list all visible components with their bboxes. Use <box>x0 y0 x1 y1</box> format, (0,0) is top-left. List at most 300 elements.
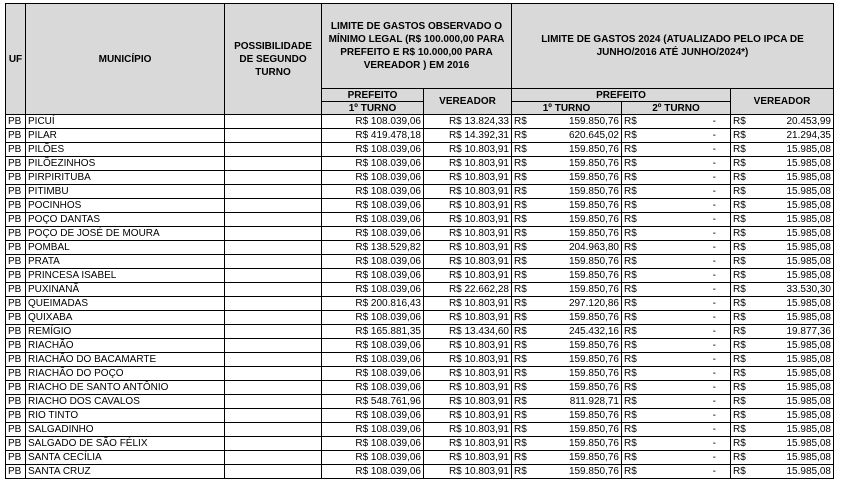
uf-cell: PB <box>6 381 26 395</box>
prefeito-1-turno-2024-cell: 159.850,76 <box>534 437 622 451</box>
vereador-2024-cell: 20.453,99 <box>753 115 834 129</box>
municipio-cell: RIACHÃO DO BACAMARTE <box>26 353 225 367</box>
prefeito-2016-cell: R$ 548.761,96 <box>322 395 424 409</box>
currency-cell: R$ <box>622 451 644 465</box>
prefeito-2016-cell: R$ 108.039,06 <box>322 451 424 465</box>
currency-cell: R$ <box>622 227 644 241</box>
uf-cell: PB <box>6 115 26 129</box>
spending-limits-table <box>5 3 834 479</box>
prefeito-2-turno-2024-cell: - <box>644 255 731 269</box>
currency-cell: R$ <box>731 199 753 213</box>
vereador-2016-cell: R$ 10.803,91 <box>424 381 512 395</box>
table-row <box>6 367 834 381</box>
header-uf: UF <box>6 4 26 115</box>
currency-cell: R$ <box>731 339 753 353</box>
segundo-turno-cell <box>225 395 322 409</box>
currency-cell: R$ <box>622 269 644 283</box>
header-1-turno-2016: 1º TURNO <box>322 102 424 115</box>
municipio-cell: QUIXABA <box>26 311 225 325</box>
vereador-2016-cell: R$ 10.803,91 <box>424 143 512 157</box>
currency-cell: R$ <box>731 437 753 451</box>
currency-cell: R$ <box>512 213 534 227</box>
currency-cell: R$ <box>731 325 753 339</box>
prefeito-2016-cell: R$ 108.039,06 <box>322 465 424 479</box>
prefeito-2016-cell: R$ 108.039,06 <box>322 157 424 171</box>
currency-cell: R$ <box>731 269 753 283</box>
table-row <box>6 311 834 325</box>
prefeito-2-turno-2024-cell: - <box>644 115 731 129</box>
table-row <box>6 255 834 269</box>
prefeito-1-turno-2024-cell: 159.850,76 <box>534 311 622 325</box>
prefeito-1-turno-2024-cell: 297.120,86 <box>534 297 622 311</box>
vereador-2024-cell: 15.985,08 <box>753 437 834 451</box>
vereador-2016-cell: R$ 10.803,91 <box>424 409 512 423</box>
vereador-2024-cell: 33.530,30 <box>753 283 834 297</box>
currency-cell: R$ <box>512 339 534 353</box>
prefeito-2016-cell: R$ 108.039,06 <box>322 339 424 353</box>
currency-cell: R$ <box>731 171 753 185</box>
vereador-2016-cell: R$ 10.803,91 <box>424 367 512 381</box>
header-prefeito-2016: PREFEITO <box>322 89 424 102</box>
uf-cell: PB <box>6 185 26 199</box>
table-row <box>6 297 834 311</box>
prefeito-1-turno-2024-cell: 159.850,76 <box>534 339 622 353</box>
table-row <box>6 451 834 465</box>
segundo-turno-cell <box>225 325 322 339</box>
table-row <box>6 269 834 283</box>
table-row <box>6 283 834 297</box>
currency-cell: R$ <box>622 381 644 395</box>
prefeito-2-turno-2024-cell: - <box>644 297 731 311</box>
segundo-turno-cell <box>225 409 322 423</box>
table-row <box>6 129 834 143</box>
table-row <box>6 171 834 185</box>
currency-cell: R$ <box>512 451 534 465</box>
prefeito-2-turno-2024-cell: - <box>644 339 731 353</box>
uf-cell: PB <box>6 213 26 227</box>
segundo-turno-cell <box>225 297 322 311</box>
header-segundo-turno: POSSIBILIDADE DE SEGUNDO TURNO <box>225 4 322 115</box>
vereador-2024-cell: 15.985,08 <box>753 353 834 367</box>
prefeito-2-turno-2024-cell: - <box>644 409 731 423</box>
prefeito-2016-cell: R$ 108.039,06 <box>322 409 424 423</box>
header-vereador-2016: VEREADOR <box>424 89 512 115</box>
table-row <box>6 143 834 157</box>
municipio-cell: POCINHOS <box>26 199 225 213</box>
prefeito-2016-cell: R$ 138.529,82 <box>322 241 424 255</box>
vereador-2024-cell: 15.985,08 <box>753 311 834 325</box>
currency-cell: R$ <box>512 423 534 437</box>
prefeito-2016-cell: R$ 108.039,06 <box>322 115 424 129</box>
vereador-2016-cell: R$ 22.662,28 <box>424 283 512 297</box>
vereador-2024-cell: 15.985,08 <box>753 213 834 227</box>
municipio-cell: SANTA CECÍLIA <box>26 451 225 465</box>
uf-cell: PB <box>6 297 26 311</box>
uf-cell: PB <box>6 465 26 479</box>
header-limite-2024: LIMITE DE GASTOS 2024 (ATUALIZADO PELO IPCA DE JUNHO/2016 ATÉ JUNHO/2024*) <box>512 4 834 89</box>
vereador-2024-cell: 15.985,08 <box>753 171 834 185</box>
uf-cell: PB <box>6 129 26 143</box>
currency-cell: R$ <box>512 185 534 199</box>
prefeito-2-turno-2024-cell: - <box>644 311 731 325</box>
currency-cell: R$ <box>512 129 534 143</box>
vereador-2016-cell: R$ 10.803,91 <box>424 157 512 171</box>
prefeito-2016-cell: R$ 108.039,06 <box>322 199 424 213</box>
prefeito-1-turno-2024-cell: 159.850,76 <box>534 381 622 395</box>
segundo-turno-cell <box>225 367 322 381</box>
currency-cell: R$ <box>512 241 534 255</box>
segundo-turno-cell <box>225 451 322 465</box>
currency-cell: R$ <box>622 199 644 213</box>
table-row <box>6 227 834 241</box>
currency-cell: R$ <box>731 213 753 227</box>
currency-cell: R$ <box>731 451 753 465</box>
prefeito-2-turno-2024-cell: - <box>644 241 731 255</box>
prefeito-1-turno-2024-cell: 245.432,16 <box>534 325 622 339</box>
currency-cell: R$ <box>622 115 644 129</box>
prefeito-2-turno-2024-cell: - <box>644 325 731 339</box>
prefeito-1-turno-2024-cell: 204.963,80 <box>534 241 622 255</box>
vereador-2016-cell: R$ 10.803,91 <box>424 353 512 367</box>
currency-cell: R$ <box>731 115 753 129</box>
currency-cell: R$ <box>731 395 753 409</box>
prefeito-1-turno-2024-cell: 159.850,76 <box>534 143 622 157</box>
prefeito-2-turno-2024-cell: - <box>644 353 731 367</box>
prefeito-2-turno-2024-cell: - <box>644 423 731 437</box>
prefeito-1-turno-2024-cell: 159.850,76 <box>534 465 622 479</box>
uf-cell: PB <box>6 423 26 437</box>
vereador-2024-cell: 15.985,08 <box>753 395 834 409</box>
prefeito-2016-cell: R$ 108.039,06 <box>322 171 424 185</box>
uf-cell: PB <box>6 409 26 423</box>
currency-cell: R$ <box>731 143 753 157</box>
table-body <box>6 115 834 479</box>
currency-cell: R$ <box>512 283 534 297</box>
prefeito-2-turno-2024-cell: - <box>644 129 731 143</box>
vereador-2024-cell: 15.985,08 <box>753 339 834 353</box>
currency-cell: R$ <box>731 157 753 171</box>
currency-cell: R$ <box>512 381 534 395</box>
vereador-2024-cell: 15.985,08 <box>753 409 834 423</box>
prefeito-2-turno-2024-cell: - <box>644 437 731 451</box>
prefeito-2-turno-2024-cell: - <box>644 199 731 213</box>
vereador-2016-cell: R$ 10.803,91 <box>424 297 512 311</box>
currency-cell: R$ <box>731 311 753 325</box>
currency-cell: R$ <box>622 311 644 325</box>
table-row <box>6 465 834 479</box>
segundo-turno-cell <box>225 213 322 227</box>
uf-cell: PB <box>6 353 26 367</box>
currency-cell: R$ <box>622 171 644 185</box>
vereador-2016-cell: R$ 14.392,31 <box>424 129 512 143</box>
vereador-2024-cell: 19.877,36 <box>753 325 834 339</box>
prefeito-2-turno-2024-cell: - <box>644 395 731 409</box>
vereador-2016-cell: R$ 10.803,91 <box>424 423 512 437</box>
currency-cell: R$ <box>622 437 644 451</box>
municipio-cell: RIACHÃO <box>26 339 225 353</box>
municipio-cell: PILAR <box>26 129 225 143</box>
uf-cell: PB <box>6 199 26 213</box>
uf-cell: PB <box>6 255 26 269</box>
vereador-2016-cell: R$ 10.803,91 <box>424 171 512 185</box>
currency-cell: R$ <box>512 367 534 381</box>
segundo-turno-cell <box>225 143 322 157</box>
prefeito-2016-cell: R$ 108.039,06 <box>322 311 424 325</box>
currency-cell: R$ <box>731 255 753 269</box>
currency-cell: R$ <box>731 465 753 479</box>
header-1-turno-2024: 1º TURNO <box>512 102 622 115</box>
municipio-cell: POMBAL <box>26 241 225 255</box>
uf-cell: PB <box>6 311 26 325</box>
municipio-cell: PICUÍ <box>26 115 225 129</box>
prefeito-2-turno-2024-cell: - <box>644 185 731 199</box>
table-row <box>6 353 834 367</box>
table-row <box>6 395 834 409</box>
vereador-2016-cell: R$ 10.803,91 <box>424 241 512 255</box>
vereador-2016-cell: R$ 10.803,91 <box>424 269 512 283</box>
prefeito-2016-cell: R$ 108.039,06 <box>322 423 424 437</box>
prefeito-2016-cell: R$ 108.039,06 <box>322 255 424 269</box>
vereador-2024-cell: 15.985,08 <box>753 185 834 199</box>
vereador-2016-cell: R$ 10.803,91 <box>424 339 512 353</box>
currency-cell: R$ <box>622 367 644 381</box>
vereador-2024-cell: 15.985,08 <box>753 241 834 255</box>
segundo-turno-cell <box>225 437 322 451</box>
currency-cell: R$ <box>622 297 644 311</box>
prefeito-2-turno-2024-cell: - <box>644 227 731 241</box>
municipio-cell: RIACHO DOS CAVALOS <box>26 395 225 409</box>
prefeito-1-turno-2024-cell: 159.850,76 <box>534 269 622 283</box>
currency-cell: R$ <box>512 437 534 451</box>
uf-cell: PB <box>6 451 26 465</box>
segundo-turno-cell <box>225 171 322 185</box>
header-limite-2016: LIMITE DE GASTOS OBSERVADO O MÍNIMO LEGAL (R$ 100.000,00 PARA PREFEITO E R$ 10.000,00 PARA VEREADOR ) EM 2016 <box>322 4 512 89</box>
prefeito-2016-cell: R$ 200.816,43 <box>322 297 424 311</box>
segundo-turno-cell <box>225 199 322 213</box>
uf-cell: PB <box>6 143 26 157</box>
header-vereador-2024: VEREADOR <box>731 89 834 115</box>
currency-cell: R$ <box>622 339 644 353</box>
segundo-turno-cell <box>225 269 322 283</box>
currency-cell: R$ <box>512 297 534 311</box>
segundo-turno-cell <box>225 227 322 241</box>
currency-cell: R$ <box>622 325 644 339</box>
table-row <box>6 423 834 437</box>
currency-cell: R$ <box>512 143 534 157</box>
currency-cell: R$ <box>622 395 644 409</box>
prefeito-2016-cell: R$ 419.478,18 <box>322 129 424 143</box>
uf-cell: PB <box>6 395 26 409</box>
prefeito-1-turno-2024-cell: 159.850,76 <box>534 423 622 437</box>
prefeito-2-turno-2024-cell: - <box>644 171 731 185</box>
currency-cell: R$ <box>731 227 753 241</box>
prefeito-2016-cell: R$ 108.039,06 <box>322 143 424 157</box>
vereador-2024-cell: 21.294,35 <box>753 129 834 143</box>
currency-cell: R$ <box>731 283 753 297</box>
currency-cell: R$ <box>512 115 534 129</box>
prefeito-2-turno-2024-cell: - <box>644 213 731 227</box>
currency-cell: R$ <box>731 353 753 367</box>
currency-cell: R$ <box>512 255 534 269</box>
vereador-2016-cell: R$ 10.803,91 <box>424 451 512 465</box>
prefeito-1-turno-2024-cell: 159.850,76 <box>534 157 622 171</box>
vereador-2024-cell: 15.985,08 <box>753 269 834 283</box>
prefeito-2-turno-2024-cell: - <box>644 269 731 283</box>
vereador-2016-cell: R$ 10.803,91 <box>424 311 512 325</box>
uf-cell: PB <box>6 283 26 297</box>
prefeito-2016-cell: R$ 108.039,06 <box>322 269 424 283</box>
table-row <box>6 339 834 353</box>
currency-cell: R$ <box>622 409 644 423</box>
municipio-cell: PIRPIRITUBA <box>26 171 225 185</box>
currency-cell: R$ <box>512 171 534 185</box>
currency-cell: R$ <box>512 157 534 171</box>
prefeito-1-turno-2024-cell: 159.850,76 <box>534 171 622 185</box>
currency-cell: R$ <box>622 423 644 437</box>
currency-cell: R$ <box>622 255 644 269</box>
municipio-cell: RIACHO DE SANTO ANTÔNIO <box>26 381 225 395</box>
vereador-2016-cell: R$ 10.803,91 <box>424 255 512 269</box>
municipio-cell: PITIMBU <box>26 185 225 199</box>
vereador-2016-cell: R$ 10.803,91 <box>424 395 512 409</box>
municipio-cell: POÇO DE JOSÉ DE MOURA <box>26 227 225 241</box>
municipio-cell: RIACHÃO DO POÇO <box>26 367 225 381</box>
prefeito-2016-cell: R$ 108.039,06 <box>322 353 424 367</box>
prefeito-2-turno-2024-cell: - <box>644 143 731 157</box>
currency-cell: R$ <box>622 185 644 199</box>
currency-cell: R$ <box>622 353 644 367</box>
vereador-2016-cell: R$ 13.434,60 <box>424 325 512 339</box>
segundo-turno-cell <box>225 283 322 297</box>
prefeito-1-turno-2024-cell: 159.850,76 <box>534 185 622 199</box>
uf-cell: PB <box>6 367 26 381</box>
prefeito-2016-cell: R$ 108.039,06 <box>322 283 424 297</box>
currency-cell: R$ <box>622 157 644 171</box>
vereador-2024-cell: 15.985,08 <box>753 157 834 171</box>
segundo-turno-cell <box>225 311 322 325</box>
table-row <box>6 199 834 213</box>
prefeito-2-turno-2024-cell: - <box>644 157 731 171</box>
currency-cell: R$ <box>622 465 644 479</box>
currency-cell: R$ <box>731 129 753 143</box>
prefeito-1-turno-2024-cell: 159.850,76 <box>534 409 622 423</box>
currency-cell: R$ <box>731 381 753 395</box>
prefeito-2016-cell: R$ 108.039,06 <box>322 227 424 241</box>
vereador-2016-cell: R$ 10.803,91 <box>424 199 512 213</box>
municipio-cell: SALGADO DE SÃO FÉLIX <box>26 437 225 451</box>
table-row <box>6 381 834 395</box>
municipio-cell: PUXINANÃ <box>26 283 225 297</box>
vereador-2024-cell: 15.985,08 <box>753 297 834 311</box>
prefeito-1-turno-2024-cell: 811.928,71 <box>534 395 622 409</box>
currency-cell: R$ <box>512 353 534 367</box>
header-2-turno-2024: 2º TURNO <box>622 102 731 115</box>
vereador-2024-cell: 15.985,08 <box>753 465 834 479</box>
table-row <box>6 437 834 451</box>
segundo-turno-cell <box>225 129 322 143</box>
currency-cell: R$ <box>731 423 753 437</box>
uf-cell: PB <box>6 325 26 339</box>
currency-cell: R$ <box>731 297 753 311</box>
uf-cell: PB <box>6 241 26 255</box>
municipio-cell: SANTA CRUZ <box>26 465 225 479</box>
uf-cell: PB <box>6 339 26 353</box>
currency-cell: R$ <box>512 395 534 409</box>
prefeito-1-turno-2024-cell: 159.850,76 <box>534 367 622 381</box>
municipio-cell: RIO TINTO <box>26 409 225 423</box>
vereador-2024-cell: 15.985,08 <box>753 143 834 157</box>
currency-cell: R$ <box>512 199 534 213</box>
vereador-2016-cell: R$ 10.803,91 <box>424 227 512 241</box>
table-row <box>6 157 834 171</box>
currency-cell: R$ <box>731 185 753 199</box>
prefeito-2016-cell: R$ 108.039,06 <box>322 381 424 395</box>
header-municipio: MUNICÍPIO <box>26 4 225 115</box>
currency-cell: R$ <box>622 143 644 157</box>
municipio-cell: PRINCESA ISABEL <box>26 269 225 283</box>
prefeito-2016-cell: R$ 108.039,06 <box>322 367 424 381</box>
prefeito-2-turno-2024-cell: - <box>644 381 731 395</box>
vereador-2016-cell: R$ 10.803,91 <box>424 437 512 451</box>
prefeito-2016-cell: R$ 108.039,06 <box>322 437 424 451</box>
prefeito-2016-cell: R$ 108.039,06 <box>322 185 424 199</box>
vereador-2024-cell: 15.985,08 <box>753 451 834 465</box>
table-row <box>6 115 834 129</box>
segundo-turno-cell <box>225 353 322 367</box>
municipio-cell: QUEIMADAS <box>26 297 225 311</box>
prefeito-1-turno-2024-cell: 159.850,76 <box>534 227 622 241</box>
uf-cell: PB <box>6 227 26 241</box>
municipio-cell: PRATA <box>26 255 225 269</box>
prefeito-2016-cell: R$ 108.039,06 <box>322 213 424 227</box>
segundo-turno-cell <box>225 241 322 255</box>
currency-cell: R$ <box>512 465 534 479</box>
segundo-turno-cell <box>225 339 322 353</box>
uf-cell: PB <box>6 171 26 185</box>
header-prefeito-2024: PREFEITO <box>512 89 731 102</box>
uf-cell: PB <box>6 269 26 283</box>
prefeito-1-turno-2024-cell: 159.850,76 <box>534 255 622 269</box>
municipio-cell: SALGADINHO <box>26 423 225 437</box>
vereador-2016-cell: R$ 10.803,91 <box>424 465 512 479</box>
currency-cell: R$ <box>622 241 644 255</box>
currency-cell: R$ <box>512 227 534 241</box>
uf-cell: PB <box>6 437 26 451</box>
vereador-2016-cell: R$ 13.824,33 <box>424 115 512 129</box>
prefeito-2-turno-2024-cell: - <box>644 367 731 381</box>
prefeito-2-turno-2024-cell: - <box>644 283 731 297</box>
currency-cell: R$ <box>512 269 534 283</box>
vereador-2016-cell: R$ 10.803,91 <box>424 185 512 199</box>
currency-cell: R$ <box>512 409 534 423</box>
vereador-2024-cell: 15.985,08 <box>753 227 834 241</box>
municipio-cell: REMÍGIO <box>26 325 225 339</box>
segundo-turno-cell <box>225 465 322 479</box>
prefeito-2-turno-2024-cell: - <box>644 465 731 479</box>
prefeito-1-turno-2024-cell: 159.850,76 <box>534 451 622 465</box>
prefeito-1-turno-2024-cell: 159.850,76 <box>534 353 622 367</box>
vereador-2024-cell: 15.985,08 <box>753 423 834 437</box>
prefeito-2-turno-2024-cell: - <box>644 451 731 465</box>
segundo-turno-cell <box>225 423 322 437</box>
vereador-2024-cell: 15.985,08 <box>753 199 834 213</box>
prefeito-1-turno-2024-cell: 159.850,76 <box>534 213 622 227</box>
currency-cell: R$ <box>512 311 534 325</box>
vereador-2024-cell: 15.985,08 <box>753 367 834 381</box>
uf-cell: PB <box>6 157 26 171</box>
vereador-2016-cell: R$ 10.803,91 <box>424 213 512 227</box>
segundo-turno-cell <box>225 381 322 395</box>
